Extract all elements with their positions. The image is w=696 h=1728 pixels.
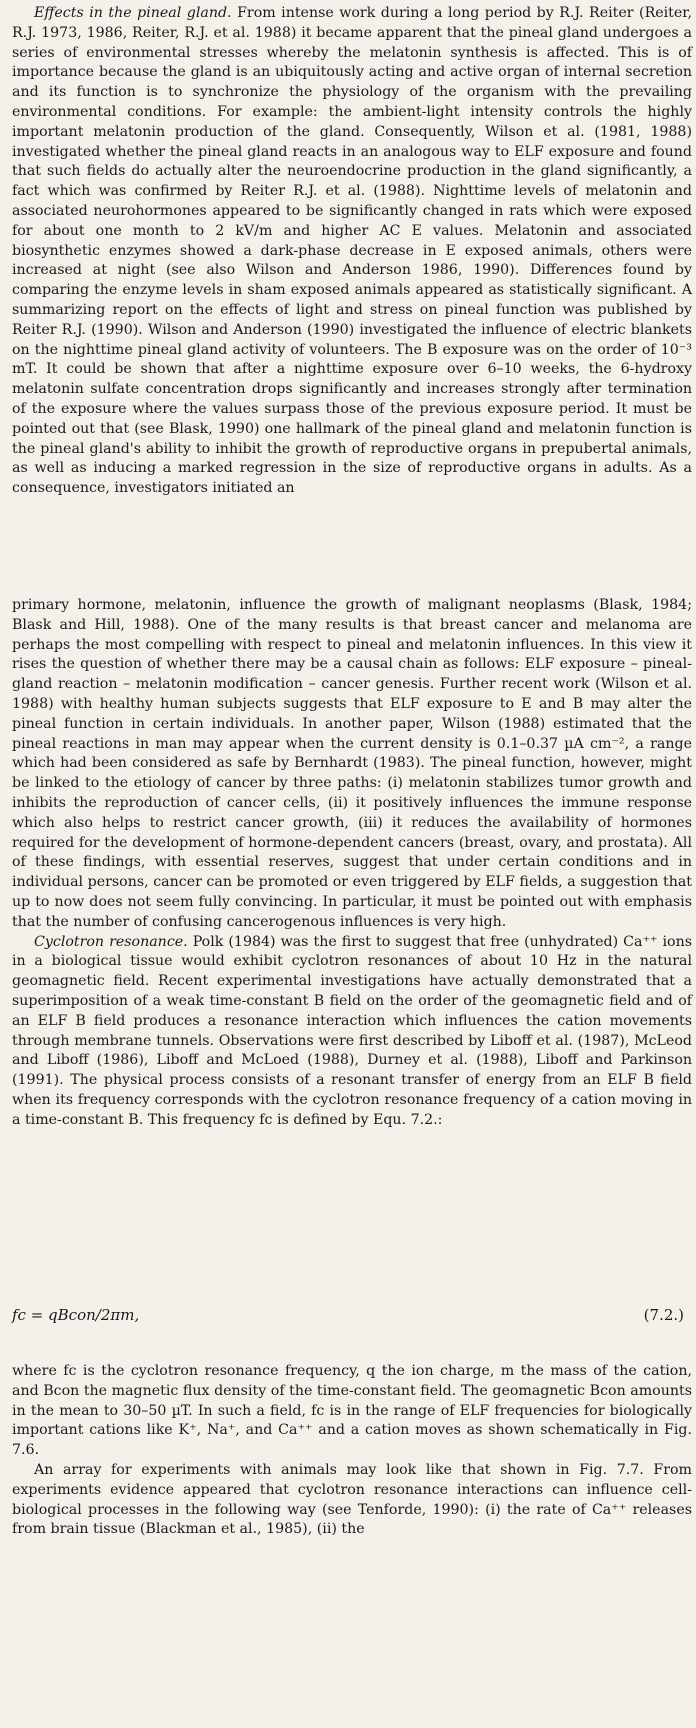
section-heading: Effects in the pineal gland.: [34, 5, 232, 21]
paragraph-text: An array for experiments with animals may look like that shown in Fig. 7.7. From experiments evidence appeared that cyclotron resonance interactions can influence cell-biological processes in the following way (see Tenforde, 1990): (i) the rate of Ca⁺⁺ releases from brain tissue (Blackman et al., 1985), (ii) the: [12, 1461, 692, 1538]
equation-number: (7.2.): [643, 1306, 684, 1324]
section-heading: Cyclotron resonance.: [34, 933, 188, 950]
paragraph-text: where fc is the cyclotron resonance frequency, q the ion charge, m the mass of the cation, and Bcon the magnetic flux density of the time-constant field. The geomagnetic Bcon amounts in the mean to 30–50 µT. In such a field, fc is in the range of ELF frequencies for biologically important cations like K⁺, Na⁺, and Ca⁺⁺ and a cation moves as shown schematically in Fig. 7.6.: [12, 1363, 692, 1459]
paragraph-melatonin-cancer: [12, 596, 692, 933]
equation-formula: fc = qBcon/2πm,: [12, 1306, 140, 1324]
paragraph-text: primary hormone, melatonin, influence the growth of malignant neoplasms (Blask, 1984; Blask and Hill, 1988). One of the many results is that breast cancer and melanoma are perhaps the most compelling with respect to pineal and melatonin influences. In this view it rises the question of whether there may be a causal chain as follows: ELF exposure – pineal-gland reaction – melatonin modification – cancer genesis. Further recent work (Wilson et al. 1988) with healthy human subjects suggests that ELF exposure to E and B may alter the pineal function in certain individuals. In another paper, Wilson (1988) estimated that the pineal reactions in man may appear when the current density is 0.1–0.37 µA cm⁻², a range which had been considered as safe by Bernhardt (1983). The pineal function, however, might be linked to the etiology of cancer by three paths: (i) melatonin stabilizes tumor growth and inhibits the reproduction of cancer cells, (ii) it positively influences the immune response which also helps to restrict cancer growth, (iii) it reduces the availability of hormones required for the development of hormone-dependent cancers (breast, ovary, and prostata). All of these findings, with essential reserves, suggest that under certain conditions and in individual persons, cancer can be promoted or even triggered by ELF fields, a suggestion that up to now does not seem fully convincing. In particular, it must be pointed out with emphasis that the number of confusing cancerogenous influences is very high.: [12, 597, 692, 930]
text-block-top: [12, 4, 692, 499]
paragraph-pineal-gland: [12, 4, 692, 499]
paragraph-text: Polk (1984) was the first to suggest that free (unhydrated) Ca⁺⁺ ions in a biological tissue would exhibit cyclotron resonances of about 10 Hz in the natural geomagnetic field. Recent experimental investigations have actually demonstrated that a superimposition of a weak time-constant B field on the order of the geomagnetic field and of an ELF B field produces a resonance interaction which influences the cation movements through membrane tunnels. Observations were first described by Liboff et al. (1987), McLeod and Liboff (1986), Liboff and McLoed (1988), Durney et al. (1988), Liboff and Parkinson (1991). The physical process consists of a resonant transfer of energy from an ELF B field when its frequency corresponds with the cyclotron resonance frequency of a cation moving in a time-constant B. This frequency fc is defined by Equ. 7.2.:: [12, 933, 692, 1128]
paragraph-experiments: [12, 1461, 692, 1540]
equation: [12, 1306, 692, 1330]
paragraph-cyclotron-resonance: [12, 933, 692, 1131]
paragraph-cyclotron-definition: [12, 1362, 692, 1461]
paragraph-text: From intense work during a long period by R.J. Reiter (Reiter, R.J. 1973, 1986, Reiter, R.J. et al. 1988) it became apparent that the pineal gland undergoes a series of environmental stresses whereby the melatonin synthesis is affected. This is of importance because the gland is an ubiquitously acting and active organ of internal secretion and its function is to synchronize the physiology of the organism with the prevailing environmental conditions. For example: the ambient-light intensity controls the highly important melatonin production of the gland. Consequently, Wilson et al. (1981, 1988) investigated whether the pineal gland reacts in an analogous way to ELF exposure and found that such fields do actually alter the neuroendocrine production in the gland significantly, a fact which was confirmed by Reiter R.J. et al. (1988). Nighttime levels of melatonin and associated neurohormones appeared to be significantly changed in rats which were exposed for about one month to 2 kV/m and higher AC E values. Melatonin and associated biosynthetic enzymes showed a dark-phase decrease in E exposed animals, others were increased at night (see also Wilson and Anderson 1986, 1990). Differences found by comparing the enzyme levels in sham exposed animals appeared as statistically significant. A summarizing report on the effects of light and stress on pineal function was published by Reiter R.J. (1990). Wilson and Anderson (1990) investigated the influence of electric blankets on the nighttime pineal gland activity of volunteers. The B exposure was on the order of 10⁻³ mT. It could be shown that after a nighttime exposure over 6–10 weeks, the 6-hydroxy melatonin sulfate concentration drops significantly and increases strongly after termination of the exposure where the values surpass those of the previous exposure period. It must be pointed out that (see Blask, 1990) one hallmark of the pineal gland and melatonin function is the pineal gland's ability to inhibit the growth of reproductive organs in prepubertal animals, as well as inducing a marked regression in the size of reproductive organs in adults. As a consequence, investigators initiated an: [12, 5, 693, 497]
text-block-after-equation: [12, 1362, 692, 1540]
text-block-bottom: [12, 596, 692, 1131]
